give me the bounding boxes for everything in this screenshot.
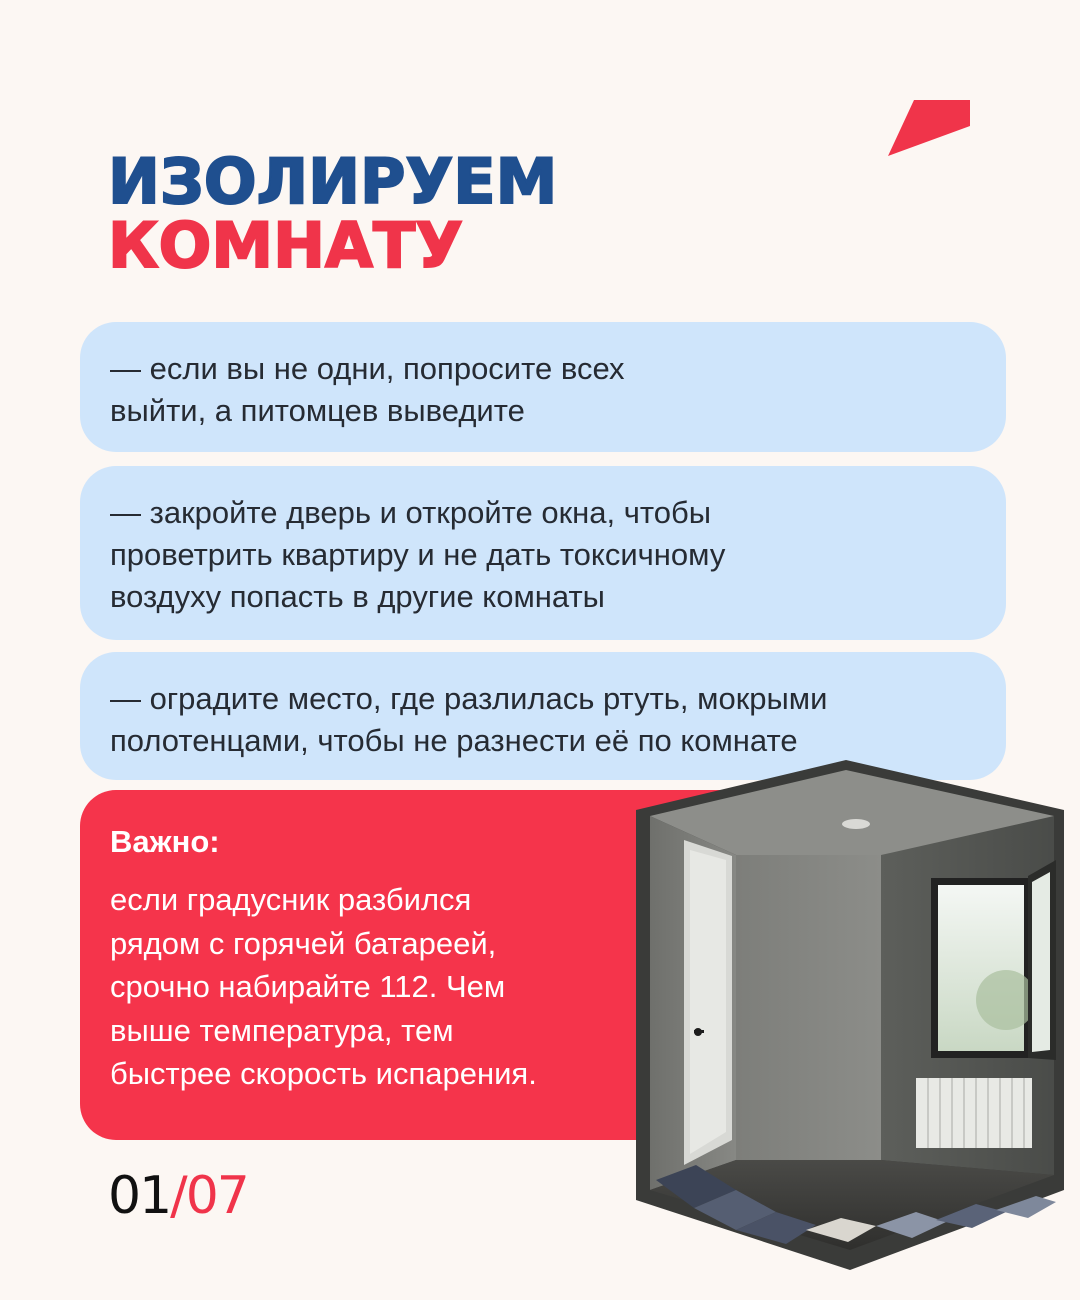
card-text-line: проветрить квартиру и не дать токсичному <box>110 537 726 572</box>
page-counter <box>108 1168 248 1224</box>
card-text-line: выйти, а питомцев выведите <box>110 393 525 428</box>
title-line-1: ИЗОЛИРУЕМ <box>108 145 558 218</box>
page-separator: / <box>170 1166 186 1226</box>
warning-label: Важно: <box>110 824 220 859</box>
room-cutaway-image <box>636 760 1064 1270</box>
card-text-line: — если вы не одни, попросите всех <box>110 351 625 386</box>
page-title <box>108 145 558 282</box>
title-line-2: КОМНАТУ <box>108 209 464 282</box>
instruction-card-1 <box>80 322 1006 452</box>
card-text-line: — оградите место, где разлилась ртуть, мокрыми <box>110 681 828 716</box>
instruction-card-2 <box>80 466 1006 640</box>
warning-text-line: быстрее скорость испарения. <box>110 1056 537 1091</box>
warning-text-line: срочно набирайте 112. Чем <box>110 969 506 1004</box>
page-current: 01 <box>108 1166 171 1226</box>
card-text-line: полотенцами, чтобы не разнести её по комнате <box>110 723 798 758</box>
warning-text-line: рядом с горячей батареей, <box>110 925 497 961</box>
warning-text-line: если градусник разбился <box>110 882 472 917</box>
corner-parallelogram-icon <box>888 100 970 156</box>
card-text-line: — закройте дверь и откройте окна, чтобы <box>110 495 712 530</box>
page-total: 07 <box>185 1166 248 1226</box>
warning-text-line: выше температура, тем <box>110 1012 454 1048</box>
card-text-line: воздуху попасть в другие комнаты <box>110 579 605 614</box>
